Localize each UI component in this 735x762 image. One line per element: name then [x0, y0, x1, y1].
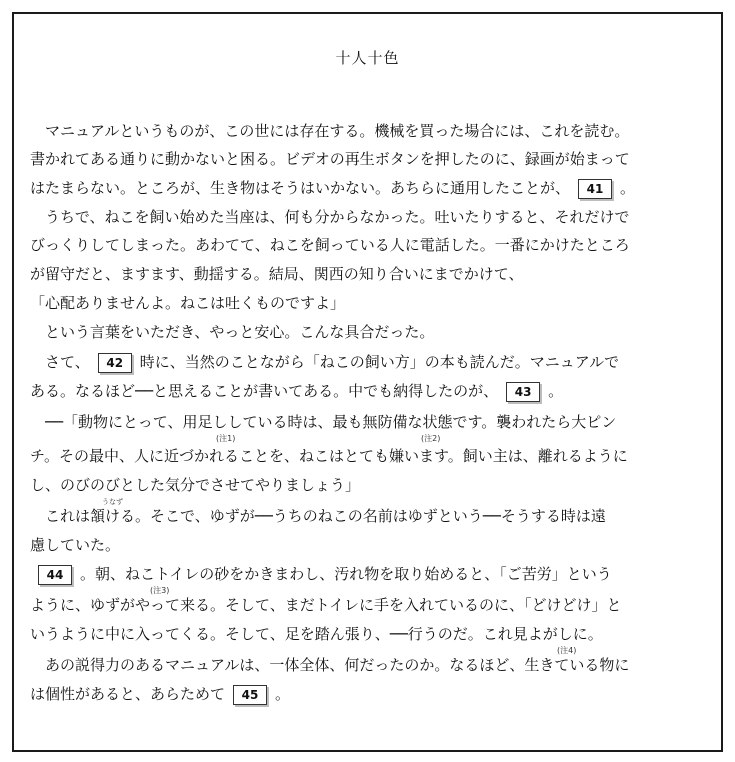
text-line-3-start: はたまらない。ところが、生き物はそうはいかない。あちらに通用したことが、: [30, 179, 571, 197]
text-line-17: ように、ゆずがやって来る。そして、まだトイレに手を入れているのに、「どけどけ」と: [30, 596, 622, 614]
page-title: 十人十色: [335, 49, 400, 67]
text-line-6: が留守だと、ますます、動揺する。結局、関西の知り合いにまでかけて、: [30, 265, 524, 283]
blank-box-45[interactable]: 45: [233, 685, 267, 705]
text-line-5: びっくりしてしまった。あわてて、ねこを飼っている人に電話した。一番にかけたところ: [30, 236, 630, 254]
text-line-13: し、のびのびとした気分でさせてやりましょう」: [30, 476, 361, 494]
text-line-3-end: 。: [620, 179, 636, 197]
footnote-marker-3: (注3): [150, 586, 170, 595]
text-line-19: あの説得力のあるマニュアルは、一体全体、何だったのか。なるほど、生きている物に: [45, 656, 630, 674]
text-line-10-start: ある。なるほど──と思えることが書いてある。中でも納得したのが、: [30, 382, 499, 400]
text-line-11: ──「動物にとって、用足ししている時は、最も無防備な状態です。襲われたら大ピン: [45, 413, 617, 431]
text-line-20-end: 。: [275, 685, 291, 703]
text-line-10-end: 。: [548, 382, 564, 400]
text-line-2: 書かれてある通りに動かないと困る。ビデオの再生ボタンを押したのに、録画が始まって: [30, 150, 630, 168]
text-line-4: うちで、ねこを飼い始めた当座は、何も分からなかった。吐いたりすると、それだけで: [45, 208, 630, 226]
footnote-marker-4: (注4): [557, 646, 577, 655]
blank-box-41[interactable]: 41: [578, 179, 612, 199]
text-line-12: チ。その最中、人に近づかれることを、ねこはとても嫌います。飼い主は、離れるように: [30, 447, 628, 465]
text-line-16-text: 。朝、ねこトイレの砂をかきまわし、汚れ物を取り始めると、「ご苦労」という: [80, 565, 612, 583]
text-line-9-start: さて、: [45, 353, 90, 371]
blank-box-42[interactable]: 42: [98, 353, 132, 373]
text-line-14: これは頷ける。そこで、ゆずが──うちのねこの名前はゆずという──そうする時は遠: [45, 507, 606, 525]
text-line-7: 「心配ありませんよ。ねこは吐くものですよ」: [30, 294, 346, 312]
text-line-15: 慮していた。: [30, 536, 121, 554]
footnote-marker-2: (注2): [421, 434, 441, 443]
text-line-16: [38, 561, 718, 587]
text-line-10: [30, 378, 710, 404]
text-line-9: [45, 349, 725, 375]
text-line-20-start: は個性があると、あらためて: [30, 685, 226, 703]
ruby-unazu: うなず: [102, 498, 123, 506]
text-line-9-end: 時に、当然のことながら「ねこの飼い方」の本も読んだ。マニュアルで: [139, 353, 620, 371]
blank-box-43[interactable]: 43: [506, 382, 540, 402]
text-line-20: [30, 681, 710, 707]
text-line-3: [30, 175, 710, 201]
footnote-marker-1: (注1): [216, 434, 236, 443]
blank-box-44[interactable]: 44: [38, 565, 72, 585]
text-line-1: マニュアルというものが、この世には存在する。機械を買った場合には、これを読む。: [45, 122, 630, 140]
text-line-18: いうように中に入ってくる。そして、足を踏ん張り、──行うのだ。これ見よがしに。: [30, 625, 603, 643]
text-line-8: という言葉をいただき、やっと安心。こんな具合だった。: [45, 323, 435, 341]
